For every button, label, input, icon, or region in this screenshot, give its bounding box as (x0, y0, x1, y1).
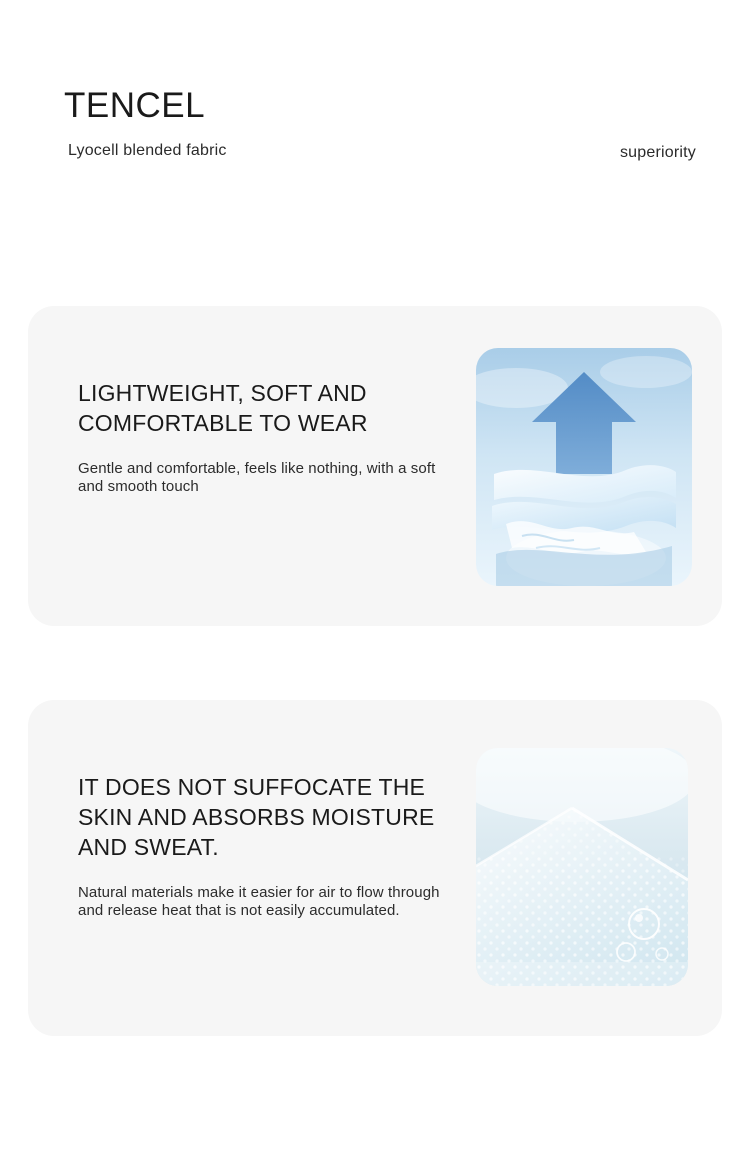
page-header (0, 0, 750, 300)
breathable-fabric-layers-arrow-image (476, 348, 692, 586)
feature-card-text (78, 772, 458, 935)
brand-title: TENCEL (64, 86, 206, 125)
feature-card-heading: IT DOES NOT SUFFOCATE THE SKIN AND ABSORBS MOISTURE AND SWEAT. (78, 774, 435, 860)
brand-subtitle: Lyocell blended fabric (68, 142, 227, 159)
feature-card-body: Natural materials make it easier for air to flow through and release heat that is not easily accumulated. (78, 884, 440, 919)
feature-card-heading: LIGHTWEIGHT, SOFT AND COMFORTABLE TO WEAR (78, 380, 368, 436)
feature-card-text (78, 378, 458, 511)
feature-card (28, 700, 722, 1036)
feature-card (28, 306, 722, 626)
moisture-absorbing-fabric-closeup-image (476, 748, 688, 986)
header-tag: superiority (619, 144, 696, 161)
feature-card-body: Gentle and comfortable, feels like nothing, with a soft and smooth touch (78, 460, 436, 495)
